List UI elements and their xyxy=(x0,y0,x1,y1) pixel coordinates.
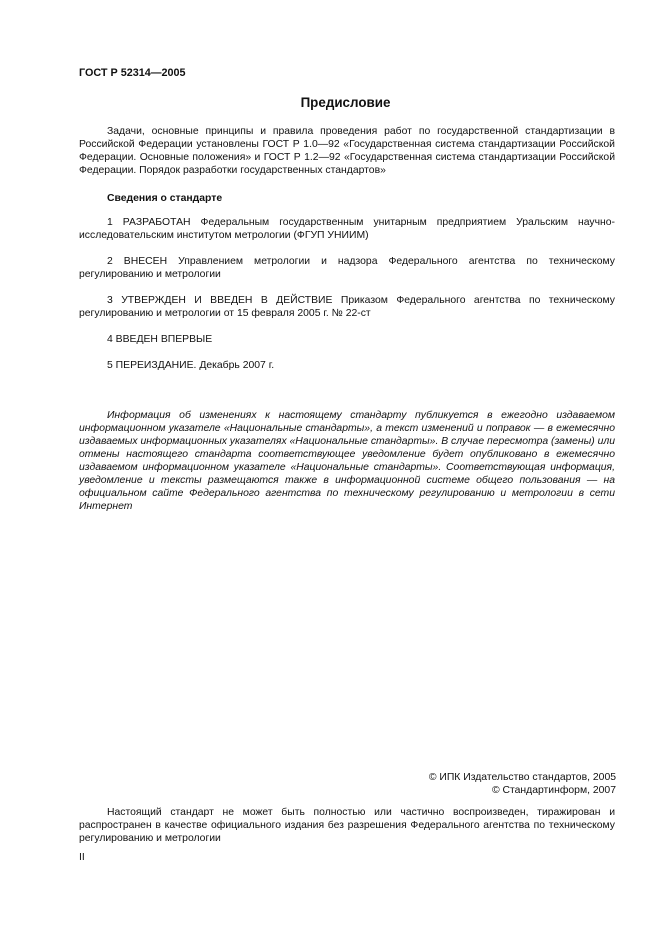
page-title: Предисловие xyxy=(300,95,391,110)
reproduction-notice: Настоящий стандарт не может быть полностью или частично воспроизведен, тиражирован и распространен в качестве официального издания без разрешения Федерального агентства по техническому регулированию и метрологии xyxy=(79,807,615,844)
standard-info-item-first-time: 4 ВВЕДЕН ВПЕРВЫЕ xyxy=(107,334,213,345)
copyright-standartinform: © Стандартинформ, 2007 xyxy=(491,785,616,796)
standard-info-item-introduced: 2 ВНЕСЕН Управлением метрологии и надзора Федерального агентства по техническому регулированию и метрологии xyxy=(79,256,615,280)
standard-info-item-approved: 3 УТВЕРЖДЕН И ВВЕДЕН В ДЕЙСТВИЕ Приказом Федерального агентства по техническому регулированию и метрологии от 15 февраля 2005 г. № 22-ст xyxy=(79,295,615,319)
changes-notice: Информация об изменениях к настоящему стандарту публикуется в ежегодно издаваемом информационном указателе «Национальные стандарты», а текст изменений и поправок — в ежемесячно издаваемых информационных указателях «Национальные стандарты». В случае пересмотра (замены) или отмены настоящего стандарта соответствующее уведомление будет опубликовано в ежемесячно издаваемом информационном указателе «Национальные стандарты». Соответствующая информация, уведомление и тексты размещаются также в информационной системе общего пользования — на официальном сайте Федерального агентства по техническому регулированию и метрологии в сети Интернет xyxy=(79,410,615,512)
copyright-ipk: © ИПК Издательство стандартов, 2005 xyxy=(428,772,616,783)
standard-info-item-reissue: 5 ПЕРЕИЗДАНИЕ. Декабрь 2007 г. xyxy=(107,360,275,371)
document-code: ГОСТ Р 52314—2005 xyxy=(79,67,186,79)
page-number: II xyxy=(79,852,85,863)
standard-info-heading: Сведения о стандарте xyxy=(107,193,223,204)
standard-info-item-developed: 1 РАЗРАБОТАН Федеральным государственным унитарным предприятием Уральским научно-исследовательским институтом метрологии (ФГУП УНИИМ) xyxy=(79,217,615,241)
intro-paragraph: Задачи, основные принципы и правила проведения работ по государственной стандартизации в Российской Федерации установлены ГОСТ Р 1.0—92 «Государственная система стандартизации Российской Федерации. Основные положения» и ГОСТ Р 1.2—92 «Государственная система стандартизации Российской Федерации. Порядок разработки государственных стандартов» xyxy=(79,126,615,176)
